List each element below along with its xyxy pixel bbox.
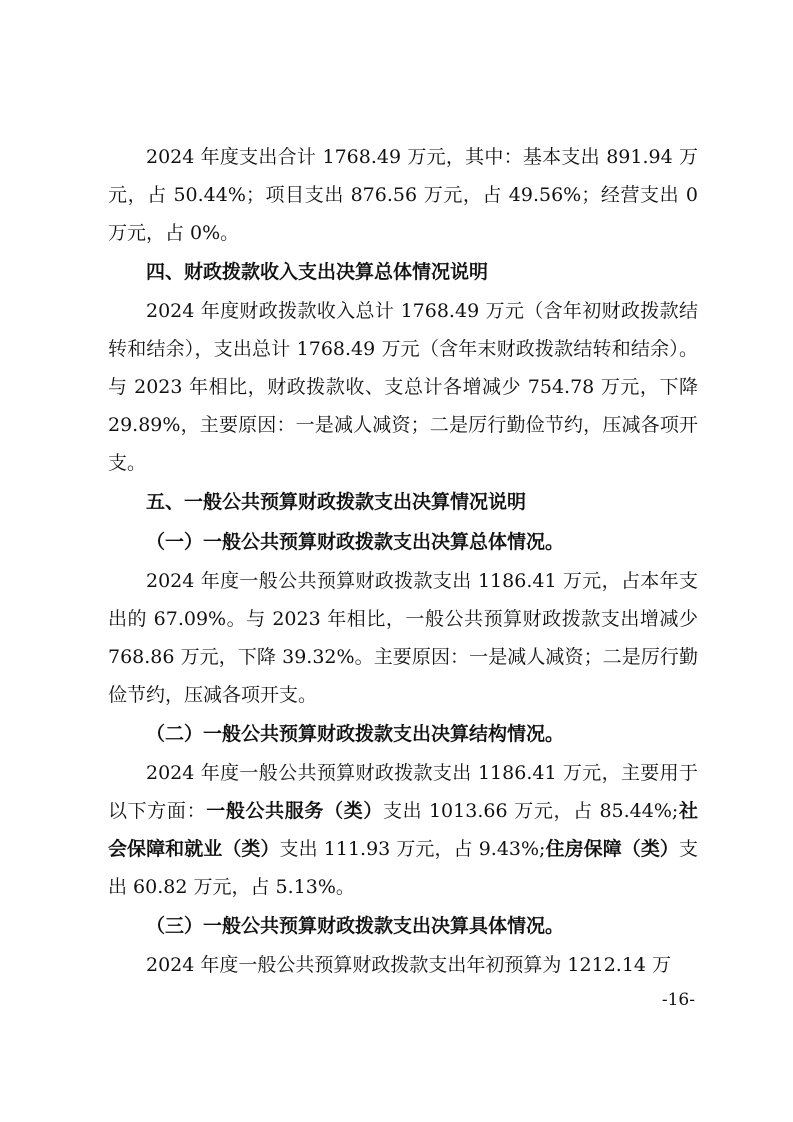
structure-text-public-services: 支出 1013.66 万元，占 85.44%; [383, 800, 679, 822]
section-heading-4: 四、财政拨款收入支出决算总体情况说明 [146, 261, 489, 283]
subsection-heading-2: （二）一般公共预算财政拨款支出决算结构情况。 [146, 723, 565, 745]
paragraph-general-budget-structure [108, 754, 698, 906]
subsection-heading-1: （一）一般公共预算财政拨款支出决算总体情况。 [146, 531, 565, 553]
paragraph-fiscal-appropriation: 2024 年度财政拨款收入总计 1768.49 万元（含年初财政拨款结转和结余），支出总计 1768.49 万元（含年末财政拨款结转和结余）。与 2023 年相比，财政拨款收、支总计各增减少 754.78 万元，下降 29.89%，主要原因：一是减人减资；二是厉行勤俭节约，压减各项开支。 [108, 300, 698, 474]
subsection-heading-3: （三）一般公共预算财政拨款支出决算具体情况。 [146, 915, 565, 937]
paragraph-general-budget-overall: 2024 年度一般公共预算财政拨款支出 1186.41 万元，占本年支出的 67.09%。与 2023 年相比，一般公共预算财政拨款支出增减少 768.86 万元，下降 39.32%。主要原因：一是减人减资；二是厉行勤俭节约，压减各项开支。 [108, 570, 698, 706]
section-heading-5: 五、一般公共预算财政拨款支出决算情况说明 [146, 491, 527, 513]
category-housing: 住房保障（类） [545, 838, 679, 860]
paragraph-general-budget-detail: 2024 年度一般公共预算财政拨款支出年初预算为 1212.14 万 [146, 954, 672, 976]
structure-text-intro: 2024 年度一般公共预算财政拨款支出 1186.41 万元，主要用于以下方面： [108, 762, 698, 822]
structure-text-housing: 支出 60.82 万元，占 5.13%。 [108, 838, 698, 898]
category-social-security: 社会保障和就业（类） [108, 800, 698, 860]
page-number: -16- [661, 990, 695, 1010]
document-body [108, 138, 698, 984]
paragraph-expenditure-total: 2024 年度支出合计 1768.49 万元，其中：基本支出 891.94 万元，占 50.44%；项目支出 876.56 万元，占 49.56%；经营支出 0 万元，占 0%。 [108, 146, 698, 244]
structure-text-social-security: 支出 111.93 万元，占 9.43%; [279, 838, 546, 860]
category-general-public-services: 一般公共服务（类） [206, 800, 383, 822]
